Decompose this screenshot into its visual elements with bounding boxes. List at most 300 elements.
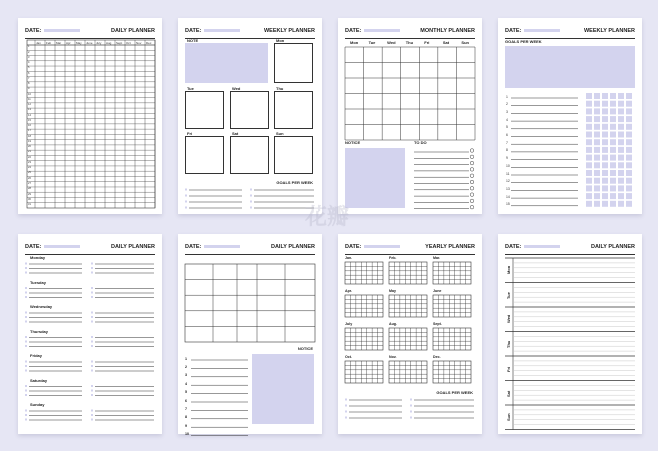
day-number: 11 [28, 97, 31, 101]
list-number: 3 [185, 373, 187, 378]
month-label: June [86, 40, 93, 45]
habit-square [610, 108, 616, 114]
habit-square [610, 93, 616, 99]
habit-square [610, 193, 616, 199]
habit-square [602, 170, 608, 176]
weekday-label: Sun [461, 40, 469, 45]
drawing-layer [338, 234, 482, 434]
habit-square [602, 178, 608, 184]
habit-square [586, 116, 592, 122]
goals-label: GOALS PER WEEK [436, 390, 473, 395]
daily-planner-page-6 [178, 234, 322, 437]
habit-square [594, 139, 600, 145]
habit-square [602, 155, 608, 161]
bullet [25, 336, 27, 338]
day-label: Sat [506, 390, 511, 397]
month-grid [389, 295, 427, 317]
daily-planner-page-8 [498, 234, 642, 434]
bullet [91, 341, 93, 343]
bullet [91, 370, 93, 372]
year-tracker-grid [18, 18, 162, 214]
bullet [25, 272, 27, 274]
day-label: Thursday [30, 328, 49, 334]
habit-square [626, 124, 632, 130]
bullet [250, 189, 252, 191]
month-label: Jan [36, 40, 41, 45]
bullet [25, 312, 27, 314]
bullet [91, 361, 93, 363]
page-title: WEEKLY PLANNER [263, 27, 315, 34]
checkbox-circle [470, 205, 474, 209]
month-grid [345, 361, 383, 383]
bullet [250, 195, 252, 197]
day-label: Fri [506, 367, 511, 373]
day-label: Tuesday [30, 279, 46, 285]
bullet [91, 267, 93, 269]
habit-square [626, 193, 632, 199]
list-number: 7 [185, 406, 187, 411]
habit-square [586, 162, 592, 168]
month-label: Oct. [345, 355, 352, 359]
bullet [91, 410, 93, 412]
weekday-label: Thu [405, 40, 414, 45]
weekday-label: Wed [387, 40, 396, 45]
day-number: 6 [28, 71, 30, 75]
bullet [410, 399, 412, 401]
habit-square [586, 124, 592, 130]
tue-label: Tue [187, 86, 194, 91]
list-number: 11 [506, 171, 510, 176]
habit-square [618, 139, 624, 145]
month-label: Mar. [433, 256, 441, 260]
week-days-list [18, 234, 162, 434]
bullet [250, 201, 252, 203]
habit-square [594, 155, 600, 161]
habit-square [602, 147, 608, 153]
list-number: 9 [506, 156, 508, 161]
day-label: Monday [30, 255, 46, 260]
day-number: 7 [28, 76, 30, 80]
month-grid [433, 361, 471, 383]
bullet [91, 287, 93, 289]
habit-square [618, 170, 624, 176]
day-number: 20 [28, 145, 31, 149]
list-number: 4 [185, 381, 187, 386]
list-number: 7 [506, 140, 508, 145]
goals-label: GOALS PER WEEK [505, 39, 542, 44]
list-number: 6 [185, 398, 187, 403]
checkbox-circle [470, 168, 474, 172]
bullet [25, 345, 27, 347]
habit-square [618, 93, 624, 99]
habit-square [602, 132, 608, 138]
date-label: DATE: [505, 243, 522, 250]
habit-square [618, 162, 624, 168]
checkbox-circle [470, 193, 474, 197]
month-grid [345, 262, 383, 284]
habit-square [626, 162, 632, 168]
day-number: 18 [28, 134, 31, 138]
list-number: 10 [506, 163, 510, 168]
day-number: 14 [28, 113, 31, 117]
month-label: July [345, 322, 353, 326]
habit-square [626, 132, 632, 138]
bullet [25, 414, 27, 416]
habit-square [626, 101, 632, 107]
habit-square [586, 139, 592, 145]
goals-label: GOALS PER WEEK [276, 180, 313, 185]
day-label: Sun [506, 413, 511, 422]
list-number: 9 [185, 423, 187, 428]
day-number: 13 [28, 108, 31, 112]
habit-square [586, 185, 592, 191]
day-number: 19 [28, 139, 31, 143]
habit-square [610, 124, 616, 130]
habit-square [602, 201, 608, 207]
bullet [250, 207, 252, 209]
bullet [91, 312, 93, 314]
month-grid [345, 328, 383, 350]
habit-square [626, 185, 632, 191]
habit-square [586, 93, 592, 99]
month-label: Dec. [433, 355, 441, 359]
month-grid [389, 262, 427, 284]
day-label: Saturday [30, 377, 48, 383]
habit-square [602, 108, 608, 114]
drawing-layer [338, 18, 482, 214]
day-number: 29 [28, 192, 31, 196]
bullet [410, 417, 412, 419]
day-number: 9 [28, 87, 30, 91]
month-grid [433, 262, 471, 284]
list-number: 2 [185, 364, 187, 369]
month-label: Dec [146, 40, 152, 45]
day-number: 15 [28, 118, 31, 122]
list-number: 6 [506, 133, 508, 137]
date-label: DATE: [345, 243, 362, 250]
checkbox-circle [470, 187, 474, 191]
list-number: 8 [185, 415, 187, 420]
day-label: Wednesday [30, 304, 53, 309]
bullet [91, 272, 93, 274]
month-label: Nov. [389, 355, 397, 359]
habit-square [602, 124, 608, 130]
habit-square [586, 132, 592, 138]
habit-square [586, 155, 592, 161]
weekday-label: Sat [442, 40, 450, 45]
habit-square [586, 147, 592, 153]
list-number: 10 [185, 432, 189, 437]
day-number: 30 [28, 197, 31, 201]
list-number: 5 [506, 125, 508, 130]
bullet [91, 321, 93, 323]
habit-square [594, 116, 600, 122]
bullet [91, 292, 93, 294]
habit-square [586, 170, 592, 176]
month-label: Aug. [389, 322, 397, 326]
date-label: DATE: [185, 27, 202, 34]
habit-square [586, 101, 592, 107]
habit-square [618, 155, 624, 161]
day-number: 22 [28, 155, 31, 159]
habit-square [610, 178, 616, 184]
todo-label: TO DO [414, 140, 427, 145]
day-number: 28 [28, 187, 31, 191]
habit-square [618, 108, 624, 114]
habit-square [618, 147, 624, 153]
habit-square [594, 178, 600, 184]
month-label: Mar [56, 40, 62, 45]
habit-square [618, 101, 624, 107]
day-label: Friday [30, 353, 43, 358]
habit-square [618, 178, 624, 184]
day-number: 17 [28, 129, 31, 133]
day-number: 27 [28, 182, 31, 185]
yearly-month-grids [338, 234, 482, 434]
goals-lines [178, 18, 322, 214]
habit-square [626, 116, 632, 122]
month-label: Apr. [345, 289, 352, 293]
day-number: 26 [28, 176, 31, 180]
month-grid [433, 295, 471, 317]
habit-square [626, 139, 632, 145]
bullet [25, 370, 27, 372]
watermark: 花瓣 [305, 204, 350, 229]
habit-tracker [498, 18, 642, 214]
weekly-planner-page-4 [498, 18, 642, 214]
bullet [91, 385, 93, 387]
drawing-layer [498, 234, 642, 434]
bullet [91, 390, 93, 392]
list-number: 5 [185, 390, 187, 395]
day-number: 2 [28, 50, 30, 54]
date-label: DATE: [505, 27, 522, 34]
day-number: 5 [28, 66, 30, 70]
day-label: Thu [506, 340, 511, 348]
habit-square [594, 185, 600, 191]
habit-square [602, 185, 608, 191]
date-label: DATE: [25, 27, 42, 34]
bullet [185, 189, 187, 191]
date-label: DATE: [25, 243, 42, 250]
list-number: 3 [506, 109, 508, 114]
bullet [91, 296, 93, 298]
bullet [345, 405, 347, 407]
habit-square [618, 185, 624, 191]
bullet [25, 410, 27, 412]
bullet [185, 207, 187, 209]
date-label: DATE: [345, 27, 362, 34]
thu-label: Thu [276, 86, 284, 91]
habit-square [610, 170, 616, 176]
habit-square [610, 185, 616, 191]
bullet [345, 411, 347, 413]
day-number: 23 [28, 160, 31, 164]
day-number: 1 [28, 45, 30, 49]
habit-square [610, 116, 616, 122]
month-label: Feb [46, 40, 52, 45]
page-title: DAILY PLANNER [110, 27, 155, 34]
habit-square [602, 193, 608, 199]
page-title: MONTHLY PLANNER [420, 27, 475, 34]
page-title: DAILY PLANNER [110, 243, 155, 250]
month-label: Nov [136, 40, 142, 45]
day-number: 10 [28, 92, 31, 96]
habit-square [586, 193, 592, 199]
day-label: Tue [506, 291, 511, 299]
notice-label: NOTICE [297, 346, 313, 351]
day-label: Sunday [30, 402, 45, 407]
day-number: 3 [28, 55, 30, 59]
checkbox-circle [470, 199, 474, 203]
day-label: Wed [506, 314, 511, 324]
month-label: Feb. [389, 256, 397, 260]
checkbox-circle [470, 155, 474, 159]
habit-square [594, 132, 600, 138]
day-label: Mon [506, 266, 511, 275]
schedule-frame [185, 264, 315, 342]
bullet [25, 292, 27, 294]
habit-square [594, 93, 600, 99]
bullet [25, 361, 27, 363]
day-number: 21 [28, 150, 31, 154]
habit-square [610, 155, 616, 161]
habit-square [594, 162, 600, 168]
weekday-label: Fri [424, 40, 430, 45]
list-number: 15 [506, 202, 510, 207]
day-number: 25 [28, 171, 31, 175]
day-number: 31 [28, 203, 31, 207]
habit-square [594, 124, 600, 130]
bullet [91, 394, 93, 396]
sat-label: Sat [232, 131, 239, 136]
month-grid [389, 361, 427, 383]
bullet [25, 267, 27, 269]
checkbox-circle [470, 149, 474, 153]
day-number: 4 [28, 61, 30, 65]
month-label: Aug [106, 40, 112, 45]
habit-square [602, 93, 608, 99]
habit-square [626, 178, 632, 184]
bullet [25, 341, 27, 343]
bullet [410, 411, 412, 413]
month-label: Jan. [345, 256, 353, 260]
habit-square [594, 147, 600, 153]
habit-square [626, 170, 632, 176]
habit-square [618, 116, 624, 122]
bullet [25, 419, 27, 421]
month-label: May [389, 289, 396, 293]
bullet [185, 195, 187, 197]
month-label: Apr [66, 40, 71, 45]
habit-square [610, 132, 616, 138]
notice-box [252, 354, 314, 424]
habit-square [618, 132, 624, 138]
month-grid [433, 328, 471, 350]
bullet [91, 365, 93, 367]
day-number: 24 [28, 166, 31, 170]
habit-square [618, 201, 624, 207]
page-title: YEARLY PLANNER [425, 243, 475, 250]
habit-square [594, 170, 600, 176]
list-number: 8 [506, 148, 508, 153]
todo-list [338, 18, 482, 214]
habit-square [618, 193, 624, 199]
week-rows [498, 234, 642, 434]
habit-square [626, 155, 632, 161]
checkbox-circle [470, 174, 474, 178]
bullet [25, 390, 27, 392]
habit-square [602, 101, 608, 107]
weekday-label: Tue [368, 40, 376, 45]
fri-label: Fri [187, 131, 193, 136]
day-number: 12 [28, 103, 31, 107]
drawing-layer [178, 18, 322, 214]
day-number: 8 [28, 82, 30, 86]
habit-square [626, 147, 632, 153]
bullet [91, 345, 93, 347]
date-label: DATE: [185, 243, 202, 250]
page-title: DAILY PLANNER [270, 243, 315, 250]
habit-square [586, 201, 592, 207]
bullet [91, 414, 93, 416]
month-label: June [433, 289, 442, 293]
habit-square [594, 108, 600, 114]
note-label: NOTE [187, 38, 199, 43]
drawing-layer [498, 18, 642, 214]
habit-square [594, 193, 600, 199]
bullet [25, 365, 27, 367]
habit-square [602, 139, 608, 145]
habit-square [626, 201, 632, 207]
bullet [185, 201, 187, 203]
list-number: 12 [506, 179, 510, 184]
daily-planner-page-5 [18, 234, 162, 434]
bullet [25, 263, 27, 265]
month-label: May [76, 40, 82, 45]
day-number: 16 [28, 124, 31, 128]
habit-square [610, 101, 616, 107]
checkbox-circle [470, 180, 474, 184]
month-grid [345, 295, 383, 317]
bullet [25, 296, 27, 298]
bullet [25, 321, 27, 323]
page-title: WEEKLY PLANNER [583, 27, 635, 34]
bullet [345, 417, 347, 419]
habit-square [610, 147, 616, 153]
drawing-layer [18, 18, 162, 214]
habit-square [594, 101, 600, 107]
list-number: 14 [506, 194, 510, 199]
habit-square [610, 139, 616, 145]
monthly-planner-page-3 [338, 18, 482, 214]
bullet [91, 316, 93, 318]
habit-square [602, 162, 608, 168]
notice-label: NOTICE [345, 140, 361, 145]
bullet [25, 394, 27, 396]
list-number: 1 [185, 356, 187, 361]
wed-label: Wed [232, 86, 241, 91]
bullet [91, 263, 93, 265]
habit-square [610, 201, 616, 207]
bullet [345, 399, 347, 401]
habit-square [602, 116, 608, 122]
list-number: 2 [506, 102, 508, 107]
weekday-label: Mon [350, 40, 359, 45]
habit-square [586, 178, 592, 184]
yearly-planner-page-7 [338, 234, 482, 434]
daily-planner-page-1 [18, 18, 162, 214]
